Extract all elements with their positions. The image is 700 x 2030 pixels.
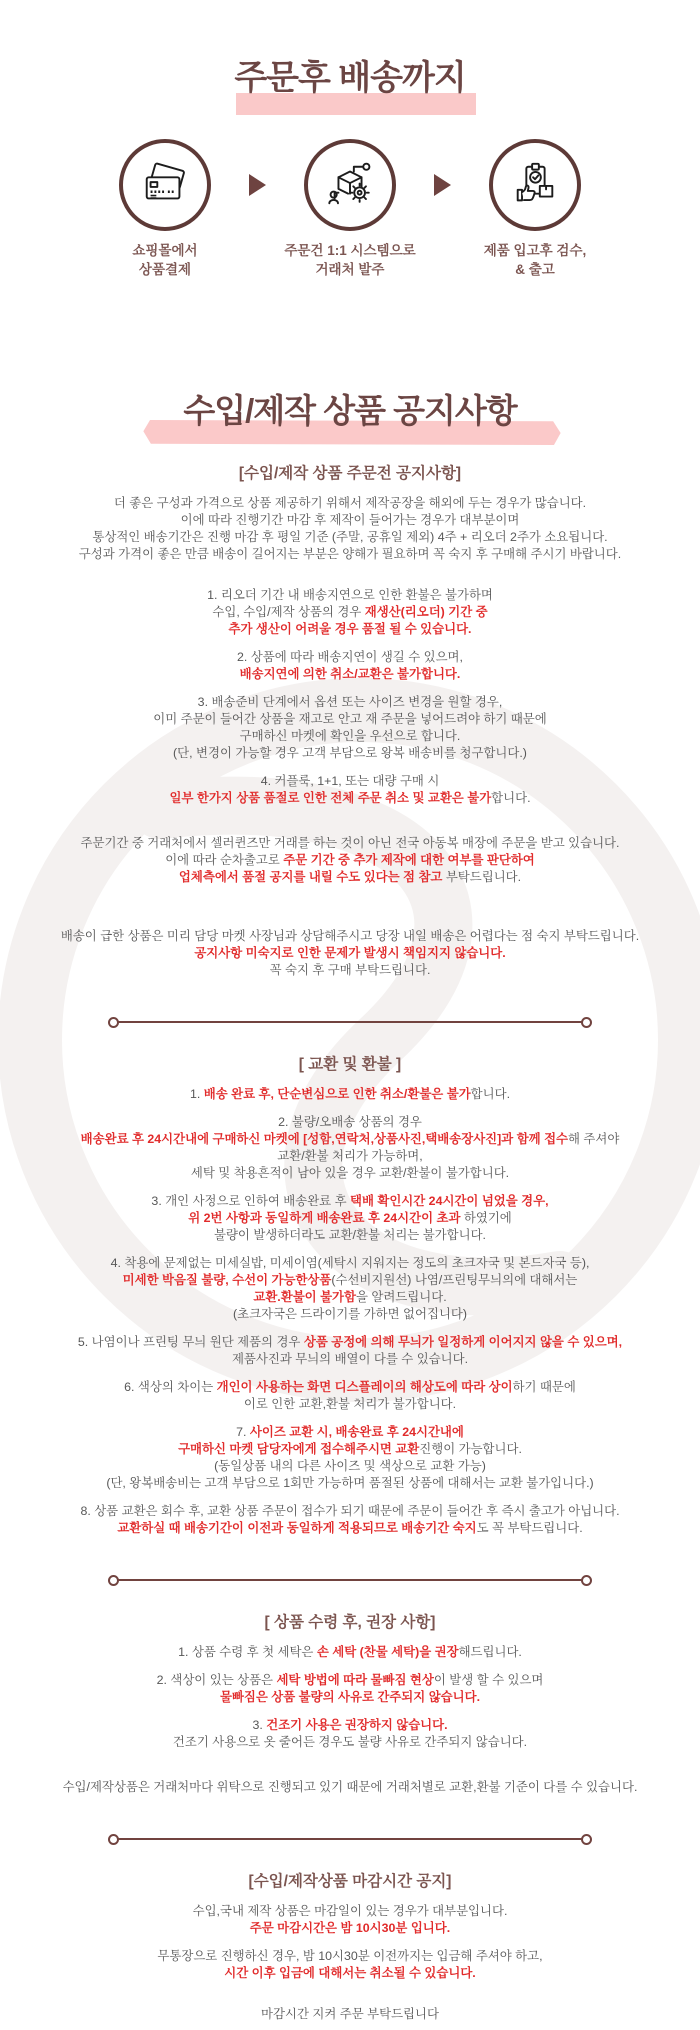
text-segment: 추가 생산이 어려울 경우 품절 될 수 있습니다. <box>228 622 472 636</box>
text-segment: 공지사항 미숙지로 인한 문제가 발생시 책임지지 않습니다. <box>194 946 506 960</box>
notice-title <box>183 385 516 432</box>
notice-line <box>0 666 700 683</box>
notice-line <box>0 1272 700 1289</box>
text-segment: 해 주셔야 <box>568 1132 620 1146</box>
text-segment: (수선비지원선) 나염/프린팅무늬의에 대해서는 <box>331 1273 578 1287</box>
section-divider <box>117 1579 583 1581</box>
text-segment: 배송이 급한 상품은 미리 담당 마켓 사장님과 상담해주시고 당장 내일 배송은 어렵다는 점 숙지 부탁드립니다. <box>60 929 640 943</box>
text-segment: 교환하실 때 배송기간이 이전과 동일하게 적용되므로 배송기간 숙지 <box>117 1521 477 1535</box>
notice-line <box>0 1351 700 1368</box>
step-label <box>81 241 249 279</box>
notice-line <box>0 604 700 621</box>
text-segment: 물빠짐은 상품 불량의 사유로 간주되지 않습니다. <box>219 1690 481 1704</box>
text-segment: 해드립니다. <box>458 1645 522 1659</box>
notice-line <box>0 495 700 512</box>
text-segment: 세탁 및 착용흔적이 남아 있을 경우 교환/환불이 불가합니다. <box>190 1166 510 1180</box>
notice-line <box>0 1227 700 1244</box>
notice-line <box>0 1334 700 1351</box>
text-segment: (단, 변경이 가능할 경우 고객 부담으로 왕복 배송비를 청구합니다.) <box>173 746 527 760</box>
notice-block <box>0 1717 700 1751</box>
notice-line <box>0 546 700 563</box>
notice-line <box>0 1965 700 1982</box>
step-label-line1: 주문건 1:1 시스템으로 <box>284 243 416 258</box>
text-segment: 재생산(리오더) 기간 중 <box>364 605 488 619</box>
text-segment: 일부 한가지 상품 품절로 인한 전체 주문 취소 및 교환은 불가 <box>169 791 492 805</box>
text-segment: 수입/제작상품은 거래처마다 위탁으로 진행되고 있기 때문에 거래처별로 교환,환불 기준이 다를 수 있습니다. <box>62 1780 638 1794</box>
credit-card-icon <box>140 160 190 210</box>
text-segment: 진행이 가능합니다. <box>419 1442 522 1456</box>
text-segment: 1. 상품 수령 후 첫 세탁은 <box>178 1645 317 1659</box>
text-segment: 이에 따라 순차출고로 <box>165 853 284 867</box>
notice-block <box>0 1114 700 1182</box>
notice-line <box>0 1148 700 1165</box>
notice-line <box>0 587 700 604</box>
text-segment: 교환/환불 처리가 가능하며, <box>277 1149 423 1163</box>
text-segment: 업체측에서 품절 공지를 내릴 수도 있다는 점 참고 <box>178 870 443 884</box>
text-segment: 6. 색상의 차이는 <box>124 1380 217 1394</box>
text-segment: 1. <box>189 1087 204 1101</box>
step-circle <box>489 139 581 231</box>
notice-block <box>0 835 700 886</box>
notice-line <box>0 869 700 886</box>
notice-sections <box>0 464 700 2023</box>
notice-line <box>0 1779 700 1796</box>
text-segment: 통상적인 배송기간은 진행 마감 후 평일 기준 (주말, 공휴일 제외) 4주 + 리오더 2주가 소요됩니다. <box>92 530 608 544</box>
notice-line <box>0 1086 700 1103</box>
notice-line <box>0 1441 700 1458</box>
text-segment: 사이즈 교환 시, 배송완료 후 24시간내에 <box>249 1425 464 1439</box>
text-segment: 7. <box>236 1425 250 1439</box>
notice-block <box>0 2006 700 2023</box>
notice-block <box>0 587 700 638</box>
arrow-right-icon <box>249 174 266 196</box>
text-segment: 3. <box>252 1718 267 1732</box>
text-segment: 8. 상품 교환은 회수 후, 교환 상품 주문이 접수가 되기 때문에 주문이 들어간 후 즉시 출고가 아닙니다. <box>80 1504 620 1518</box>
inspection-icon <box>510 160 560 210</box>
notice-line <box>0 1255 700 1272</box>
text-segment: 도 꼭 부탁드립니다. <box>476 1521 583 1535</box>
step-inspection <box>451 139 619 279</box>
notice-line <box>0 1458 700 1475</box>
text-segment: 2. 불량/오배송 상품의 경우 <box>278 1115 422 1129</box>
text-segment: 손 세탁 (찬물 세탁)을 권장 <box>316 1645 459 1659</box>
text-segment: 부탁드립니다. <box>442 870 522 884</box>
notice-line <box>0 1165 700 1182</box>
notice-line <box>0 1734 700 1751</box>
text-segment: 불량이 발생하더라도 교환/환불 처리는 불가합니다. <box>213 1228 486 1242</box>
text-segment: 4. 커플룩, 1+1, 또는 대량 구매 시 <box>260 774 440 788</box>
text-segment: 미세한 박음질 불량, 수선이 가능한상품 <box>122 1273 332 1287</box>
text-segment: 5. 나염이나 프린팅 무늬 원단 제품의 경우 <box>77 1335 304 1349</box>
text-segment: 주문 마감시간은 밤 10시30분 입니다. <box>249 1921 451 1935</box>
order-process-steps <box>0 139 700 279</box>
text-segment: 이에 따라 진행기간 마감 후 제작이 들어가는 경우가 대부분이며 <box>180 513 520 527</box>
notice-block <box>0 928 700 979</box>
text-segment: 3. 배송준비 단계에서 옵션 또는 사이즈 변경을 원할 경우, <box>197 695 503 709</box>
text-segment: 구매하신 마켓에 확인을 우선으로 합니다. <box>239 729 461 743</box>
notice-line <box>0 1210 700 1227</box>
notice-title-wrap <box>0 385 700 432</box>
notice-line <box>0 1503 700 1520</box>
notice-line <box>0 1289 700 1306</box>
notice-line <box>0 1717 700 1734</box>
notice-line <box>0 852 700 869</box>
notice-line <box>0 728 700 745</box>
section-heading: [수입/제작상품 마감시간 공지] <box>248 1873 452 1890</box>
text-segment: 합니다. <box>470 1087 511 1101</box>
notice-line <box>0 1396 700 1413</box>
text-segment: 제품사진과 무늬의 배열이 다를 수 있습니다. <box>231 1352 469 1366</box>
text-segment: 시간 이후 입금에 대해서는 취소될 수 있습니다. <box>224 1966 476 1980</box>
notice-block <box>0 1503 700 1537</box>
order-system-icon <box>325 160 375 210</box>
page-title-text: 주문후 배송까지 <box>234 59 466 97</box>
step-label-line2: & 출고 <box>515 262 555 277</box>
notice-block <box>0 1424 700 1492</box>
text-segment: 마감시간 지켜 주문 부탁드립니다 <box>261 2007 439 2021</box>
notice-block <box>0 1086 700 1103</box>
notice-block <box>0 649 700 683</box>
text-segment: 건조기 사용으로 옷 줄어든 경우도 불량 사유로 간주되지 않습니다. <box>172 1735 528 1749</box>
section-heading: [수입/제작 상품 주문전 공지사항] <box>238 465 462 482</box>
notice-line <box>0 1306 700 1323</box>
text-segment: (초크자국은 드라이기를 가하면 없어집니다) <box>232 1307 468 1321</box>
notice-block <box>0 1779 700 1796</box>
text-segment: 개인이 사용하는 화면 디스플레이의 해상도에 따라 상이 <box>216 1380 513 1394</box>
notice-line <box>0 1644 700 1661</box>
notice-block <box>0 1255 700 1323</box>
section-heading: [ 상품 수령 후, 권장 사항] <box>264 1614 436 1631</box>
notice-line <box>0 529 700 546</box>
notice-line <box>0 1193 700 1210</box>
notice-line <box>0 512 700 529</box>
arrow-right-icon <box>434 174 451 196</box>
step-label <box>451 241 619 279</box>
text-segment: 구성과 가격이 좋은 만큼 배송이 길어지는 부분은 양해가 필요하며 꼭 숙지 후 구매해 주시기 바랍니다. <box>78 547 622 561</box>
notice-block <box>0 773 700 807</box>
notice-line <box>0 1920 700 1937</box>
notice-line <box>0 928 700 945</box>
section-divider <box>117 1021 583 1023</box>
notice-line <box>0 711 700 728</box>
page-title <box>234 50 465 99</box>
notice-line <box>0 773 700 790</box>
text-segment: 2. 색상이 있는 상품은 <box>156 1673 277 1687</box>
notice-title-text: 수입/제작 상품 공지사항 <box>183 392 517 429</box>
text-segment: 구매하신 마켓 담당자에게 접수해주시면 교환 <box>178 1442 420 1456</box>
text-segment: 을 알려드립니다. <box>355 1290 447 1304</box>
notice-block <box>0 1193 700 1244</box>
notice-line <box>0 745 700 762</box>
text-segment: 4. 착용에 문제없는 미세실밥, 미세이염(세탁시 지워지는 정도의 초크자국 및 본드자국 등), <box>110 1256 590 1270</box>
notice-line <box>0 1114 700 1131</box>
notice-line <box>0 1689 700 1706</box>
step-label-line2: 상품결제 <box>138 262 192 277</box>
text-segment: 이 발생 할 수 있으며 <box>433 1673 544 1687</box>
notice-block <box>0 1903 700 1937</box>
text-segment: 배송완료 후 24시간내에 구매하신 마켓에 [성함,연락처,상품사진,택배송장사진]과 함께 접수 <box>80 1132 569 1146</box>
text-segment: 이로 인한 교환,환불 처리가 불가합니다. <box>243 1397 457 1411</box>
notice-line <box>0 621 700 638</box>
text-segment: 주문기간 중 거래처에서 셀러퀸즈만 거래를 하는 것이 아닌 전국 아동복 매장에 주문을 받고 있습니다. <box>80 836 620 850</box>
text-segment: 세탁 방법에 따라 물빠짐 현상 <box>276 1673 434 1687</box>
text-segment: (단, 왕복배송비는 고객 부담으로 1회만 가능하며 품절된 상품에 대해서는 교환 불가입니다.) <box>106 1476 594 1490</box>
hero-section <box>0 0 700 279</box>
section-divider <box>117 1838 583 1840</box>
text-segment: (동일상품 내의 다른 사이즈 및 색상으로 교환 가능) <box>214 1459 486 1473</box>
step-circle <box>119 139 211 231</box>
step-label-line1: 제품 입고후 검수, <box>483 243 587 258</box>
text-segment: 2. 상품에 따라 배송지연이 생길 수 있으며, <box>237 650 463 664</box>
step-payment <box>81 139 249 279</box>
step-circle <box>304 139 396 231</box>
text-segment: 3. 개인 사정으로 인하여 배송완료 후 <box>151 1194 350 1208</box>
text-segment: 합니다. <box>491 791 531 805</box>
text-segment: 꼭 숙지 후 구매 부탁드립니다. <box>269 963 431 977</box>
notice-line <box>0 945 700 962</box>
text-segment: 하였기에 <box>460 1211 512 1225</box>
notice-line <box>0 1672 700 1689</box>
text-segment: 수입,국내 제작 상품은 마감일이 있는 경우가 대부분입니다. <box>192 1904 508 1918</box>
notice-block <box>0 1948 700 1982</box>
text-segment: 1. 리오더 기간 내 배송지연으로 인한 환불은 불가하며 <box>207 588 493 602</box>
text-segment: 배송 완료 후, 단순변심으로 인한 취소/환불은 불가 <box>203 1087 471 1101</box>
notice-line <box>0 962 700 979</box>
notice-block <box>0 495 700 563</box>
notice-line <box>0 1131 700 1148</box>
text-segment: 건조기 사용은 권장하지 않습니다. <box>266 1718 448 1732</box>
step-label-line2: 거래처 발주 <box>315 262 385 277</box>
notice-line <box>0 790 700 807</box>
notice-line <box>0 1475 700 1492</box>
notice-line <box>0 1520 700 1537</box>
notice-block <box>0 1672 700 1706</box>
section-heading: [ 교환 및 환불 ] <box>298 1056 402 1073</box>
notice-line <box>0 1379 700 1396</box>
step-label <box>266 241 434 279</box>
notice-block <box>0 694 700 762</box>
notice-block <box>0 1644 700 1661</box>
text-segment: 주문 기간 중 추가 제작에 대한 여부를 판단하여 <box>283 853 535 867</box>
step-label-line1: 쇼핑몰에서 <box>132 243 198 258</box>
text-segment: 무통장으로 진행하신 경우, 밤 10시30분 이전까지는 입금해 주셔야 하고, <box>157 1949 543 1963</box>
notice-line <box>0 2006 700 2023</box>
notice-line <box>0 1903 700 1920</box>
notice-line <box>0 694 700 711</box>
text-segment: 교환.환불이 불가함 <box>253 1290 356 1304</box>
text-segment: 상품 공정에 의해 무늬가 일정하게 이어지지 않을 수 있으며, <box>303 1335 623 1349</box>
notice-line <box>0 649 700 666</box>
step-order-system <box>266 139 434 279</box>
notice-line <box>0 835 700 852</box>
notice-block <box>0 1379 700 1413</box>
notice-line <box>0 1424 700 1441</box>
text-segment: 이미 주문이 들어간 상품을 재고로 안고 재 주문을 넣어드려야 하기 때문에 <box>153 712 547 726</box>
text-segment: 수입, 수입/제작 상품의 경우 <box>212 605 365 619</box>
text-segment: 더 좋은 구성과 가격으로 상품 제공하기 위해서 제작공장을 해외에 두는 경우가 많습니다. <box>113 496 587 510</box>
text-segment: 택배 확인시간 24시간이 넘었을 경우, <box>349 1194 549 1208</box>
text-segment: 하기 때문에 <box>512 1380 576 1394</box>
text-segment: 배송지연에 의한 취소/교환은 불가합니다. <box>239 667 461 681</box>
notice-line <box>0 1948 700 1965</box>
text-segment: 위 2번 사항과 동일하게 배송완료 후 24시간이 초과 <box>188 1211 461 1225</box>
notice-block <box>0 1334 700 1368</box>
